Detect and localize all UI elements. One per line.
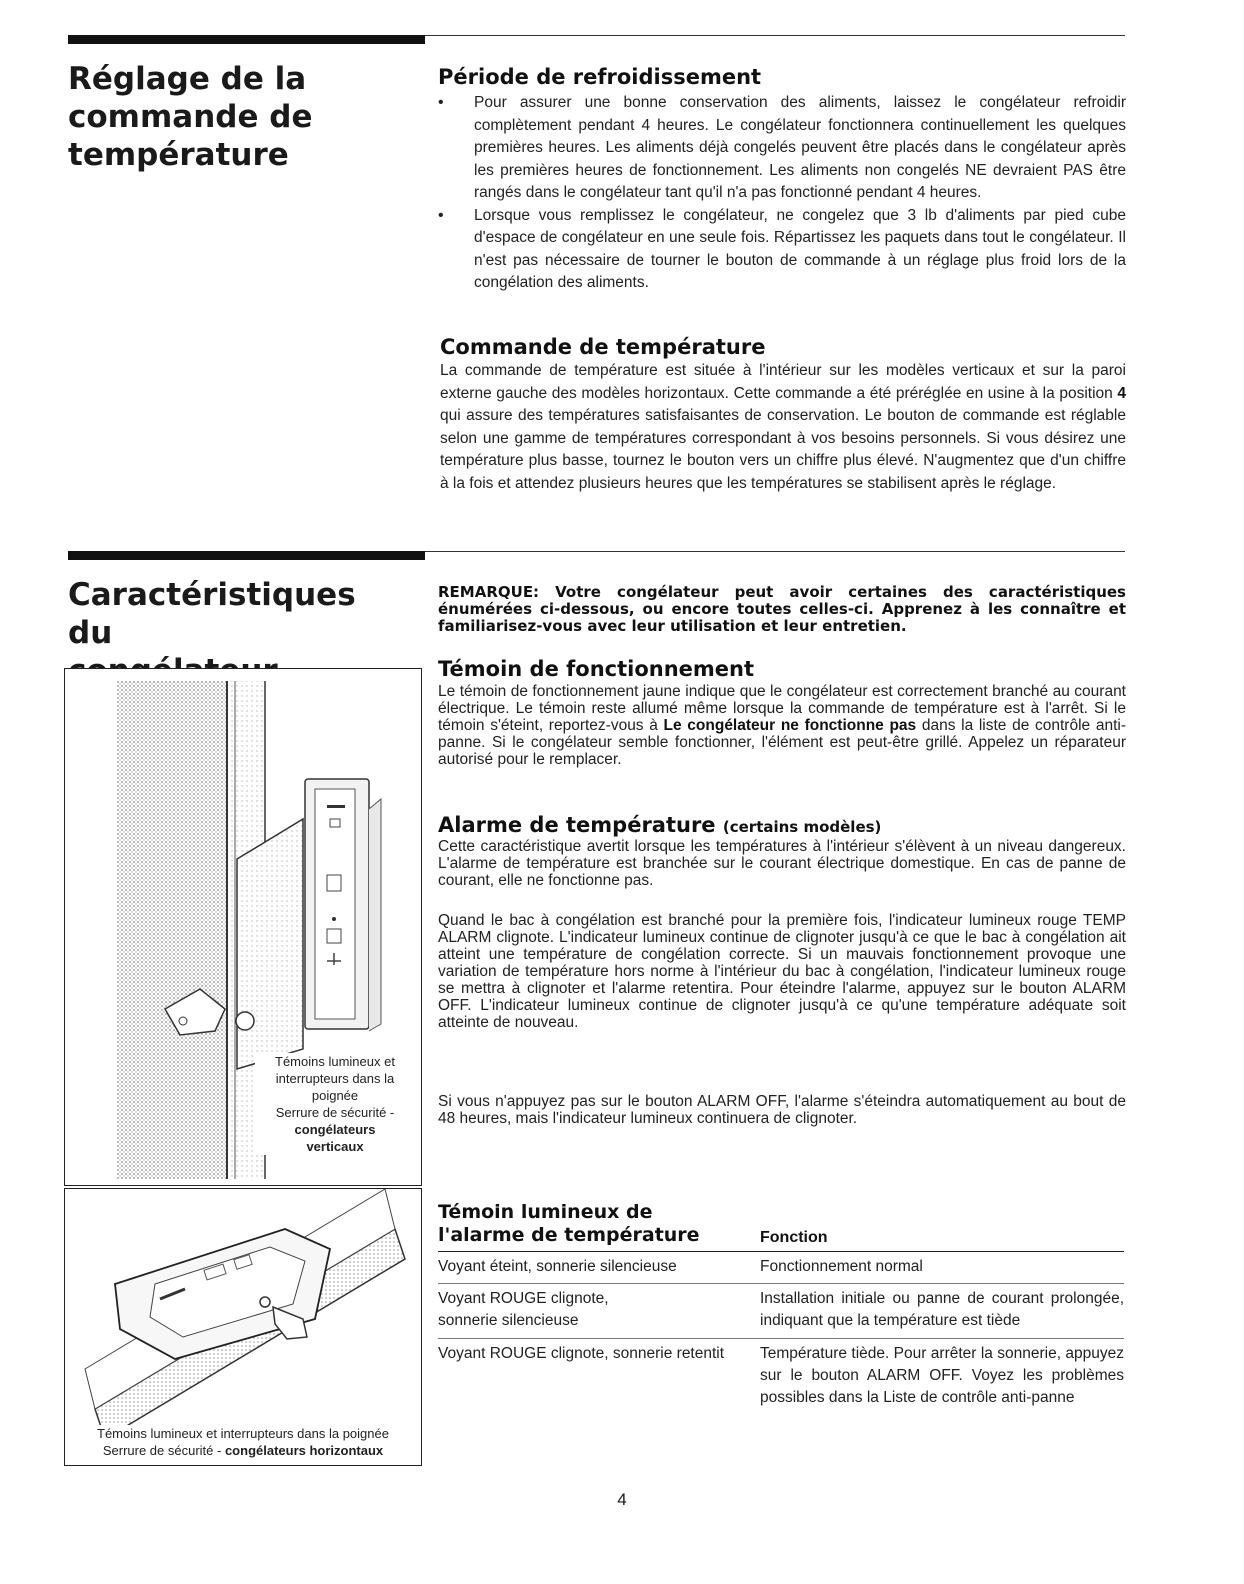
- alarm-table-heading: Témoin lumineux de l'alarme de température: [438, 1201, 700, 1246]
- table-cell-condition: Voyant éteint, sonnerie silencieuse: [438, 1258, 677, 1275]
- table-cell-condition: Voyant ROUGE clignote, sonnerie retentit: [438, 1345, 725, 1362]
- table-cell-function: Température tiède. Pour arrêter la sonnerie, appuyez sur le bouton ALARM OFF. Voyez les problèmes possibles dans la Liste de contrôle anti-panne: [760, 1345, 1124, 1406]
- alarm-paragraph-2: Quand le bac à congélation est branché pour la première fois, l'indicateur lumineux rouge TEMP ALARM clignote. L'indicateur lumineux continue de clignoter jusqu'à ce que le bac à congélation ait atteint une température de congélation correcte. Si un mauvais fonctionnement provoque une variation de température hors norme à l'intérieur du bac à congélation, l'indicateur lumineux rouge se mettra à clignoter et l'alarme retentira. Pour éteindre l'alarme, appuyez sur le bouton ALARM OFF. L'indicateur lumineux continue de clignoter jusqu'à ce qu'une température adéquate soit atteinte de nouveau.: [438, 912, 1126, 1031]
- cooling-bullet-item: • Pour assurer une bonne conservation des aliments, laissez le congélateur refroidir complètement pendant 4 heures. Le congélateur fonctionnera continuellement les quelques premières heures. Les aliments déjà congelés peuvent être placés dans le congélateur après les premières heures de fonctionnement. Les aliments non congelés NE devraient PAS être rangés dans le congélateur tant qu'il n'a pas fonctionné pendant 4 heures.: [438, 92, 1126, 205]
- page-number: 4: [617, 1490, 627, 1509]
- alarm-heading-note: (certains modèles): [722, 818, 882, 836]
- chest-freezer-illustration: [65, 1189, 421, 1465]
- control-heading: Commande de température: [440, 335, 766, 359]
- upright-figure-caption: Témoins lumineux et interrupteurs dans la poignée Serrure de sécurité - congélateurs verticaux: [255, 1053, 415, 1155]
- section2-rule-thin: [425, 551, 1125, 552]
- alarm-table-row-rule: [438, 1338, 1124, 1339]
- chest-freezer-figure: [64, 1188, 422, 1466]
- cooling-heading: Période de refroidissement: [438, 65, 762, 89]
- cooling-bullet-item: • Lorsque vous remplissez le congélateur, ne congelez que 3 lb d'aliments par pied cube d'espace de congélateur en une seule fois. Répartissez les paquets dans tout le congélateur. Il n'est pas nécessaire de tourner le bouton de commande à un réglage plus froid lors de la congélation des aliments.: [438, 205, 1126, 295]
- alarm-paragraph-1: Cette caractéristique avertit lorsque les températures à l'intérieur s'élèvent à un niveau dangereux. L'alarme de température est branchée sur le courant électrique domestique. En cas de panne de courant, elle ne fonctionne pas.: [438, 838, 1126, 889]
- chest-figure-caption: Témoins lumineux et interrupteurs dans la poignée Serrure de sécurité - congélateurs horizontaux: [65, 1425, 421, 1459]
- remark-note: REMARQUE: Votre congélateur peut avoir certaines des caractéristiques énumérées ci-dessous, ou encore toutes celles-ci. Apprenez à les connaître et familiarisez-vous avec leur utilisation et leur entretien.: [438, 583, 1126, 635]
- upright-freezer-figure: [64, 668, 422, 1186]
- table-cell-function: Fonctionnement normal: [760, 1258, 923, 1275]
- cooling-bullet-list: [438, 92, 1126, 295]
- section2-title: Caractéristiques du: [68, 577, 356, 651]
- table-row: [438, 1288, 1124, 1336]
- alarm-table-row-rule: [438, 1283, 1124, 1284]
- section1-rule-thick: [68, 35, 425, 44]
- alarm-paragraph-3: Si vous n'appuyez pas sur le bouton ALARM OFF, l'alarme s'éteindra automatiquement au bout de 48 heures, mais l'indicateur lumineux continuera de clignoter.: [438, 1093, 1126, 1127]
- control-paragraph: La commande de température est située à l'intérieur sur les modèles verticaux et sur la paroi externe gauche des modèles horizontaux. Cette commande a été préréglée en usine à la position 4 qui assure des températures satisfaisantes de conservation. Le bouton de commande est réglable selon une gamme de températures correspondant à vos besoins personnels. Si vous désirez une température plus basse, tournez le bouton vers un chiffre plus élevé. N'augmentez que d'un chiffre à la fois et attendez plusieurs heures que les températures se stabilisent après le réglage.: [440, 362, 1126, 492]
- alarm-heading: Alarme de température (certains modèles): [438, 813, 882, 837]
- table-cell-condition: Voyant ROUGE clignote, sonnerie silencieuse: [438, 1290, 609, 1329]
- table-row: [438, 1256, 1124, 1280]
- troubleshooting-reference: Le congélateur ne fonctionne pas: [663, 717, 917, 734]
- alarm-table-function-header: Fonction: [760, 1229, 828, 1246]
- section1-title: Réglage de la commande de température: [68, 61, 313, 173]
- indicator-paragraph: Le témoin de fonctionnement jaune indique que le congélateur est correctement branché au courant électrique. Le témoin reste allumé même lorsque la commande de température est à l'arrêt. Si le témoin s'éteint, reportez-vous à Le congélateur ne fonctionne pas dans la liste de contrôle anti-panne. Si le congélateur semble fonctionner, l'élément est peut-être grillé. Appelez un réparateur autorisé pour le remplacer.: [438, 683, 1126, 768]
- indicator-heading: Témoin de fonctionnement: [438, 657, 755, 681]
- section1-rule-thin: [425, 35, 1125, 36]
- section2-rule-thick: [68, 551, 425, 560]
- table-row: [438, 1343, 1124, 1435]
- table-cell-function: Installation initiale ou panne de courant prolongée, indiquant que la température est tiède: [760, 1290, 1124, 1329]
- control-default-position: 4: [1117, 384, 1126, 402]
- alarm-table-header-rule: [438, 1251, 1124, 1252]
